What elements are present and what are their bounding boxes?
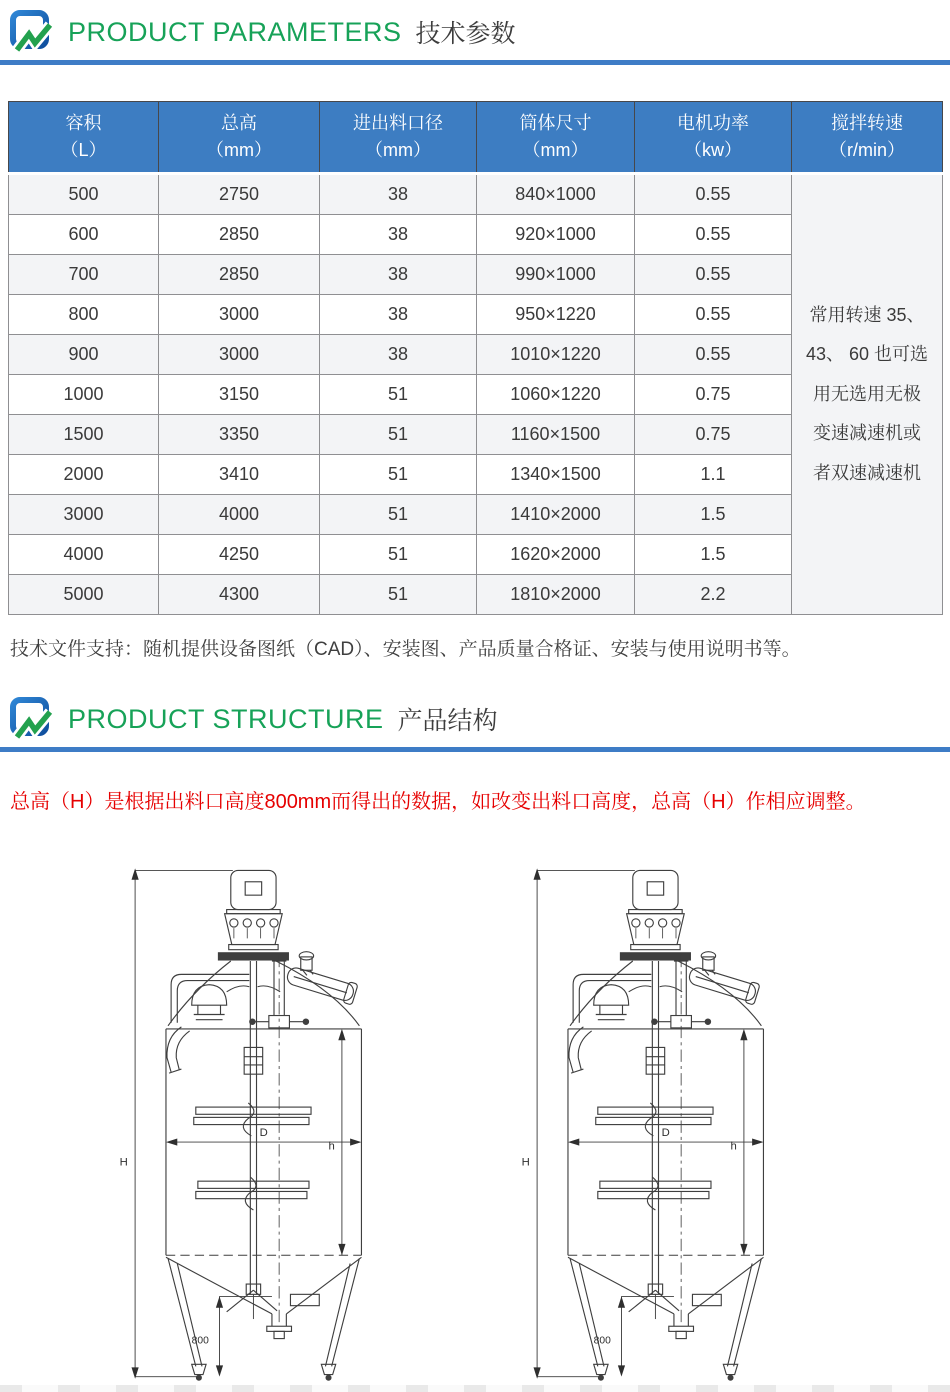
section-divider-bar: [0, 60, 950, 65]
height-adjustment-note: 总高（H）是根据出料口高度800mm而得出的数据，如改变出料口高度，总高（H）作相应调整。: [10, 791, 866, 813]
table-row: 500 2750 38 840×1000 0.55 常用转速 35、43、 60 也可选用无选用无极变速减速机或者双速减速机: [9, 174, 943, 215]
table-row: 1500 3350 51 1160×1500 0.75: [9, 415, 943, 455]
technical-docs-note: 技术文件支持：随机提供设备图纸（CAD）、安装图、产品质量合格证、安装与使用说明书等。: [10, 639, 801, 660]
table-row: 700 2850 38 990×1000 0.55: [9, 255, 943, 295]
table-row: 5000 4300 51 1810×2000 2.2: [9, 575, 943, 615]
table-row: 2000 3410 51 1340×1500 1.1: [9, 455, 943, 495]
spec-table: [8, 101, 943, 615]
section-header-parameters: [0, 0, 950, 60]
section-title-en: PRODUCT STRUCTURE: [68, 703, 384, 734]
table-row: 600 2850 38 920×1000 0.55: [9, 215, 943, 255]
table-row: 800 3000 38 950×1220 0.55: [9, 295, 943, 335]
section-title-en: PRODUCT PARAMETERS: [68, 16, 402, 47]
tank-diagram-right: [511, 854, 841, 1389]
section-divider-bar: [0, 747, 950, 752]
tank-diagram-left: [109, 854, 439, 1389]
next-section-edge: [0, 1385, 950, 1392]
structure-drawings: [0, 854, 950, 1389]
section-header-structure: [0, 687, 950, 747]
col-header-volume: 容积 （L）: [9, 102, 159, 174]
brand-logo-icon: [8, 9, 54, 55]
col-header-motor-power: 电机功率 （kw）: [635, 102, 792, 174]
table-row: 1000 3150 51 1060×1220 0.75: [9, 375, 943, 415]
col-header-port-diameter: 进出料口径 （mm）: [320, 102, 477, 174]
section-title-zh: 技术参数: [415, 20, 516, 48]
table-row: 4000 4250 51 1620×2000 1.5: [9, 535, 943, 575]
spec-table-header-row: [9, 102, 943, 174]
stir-speed-note-cell: 常用转速 35、43、 60 也可选用无选用无极变速减速机或者双速减速机: [792, 174, 943, 615]
section-title-zh: 产品结构: [397, 707, 498, 735]
table-row: 3000 4000 51 1410×2000 1.5: [9, 495, 943, 535]
brand-logo-icon: [8, 696, 54, 742]
col-header-total-height: 总高 （mm）: [159, 102, 320, 174]
table-row: 900 3000 38 1010×1220 0.55: [9, 335, 943, 375]
col-header-stir-speed: 搅拌转速 （r/min）: [792, 102, 943, 174]
col-header-shell-size: 筒体尺寸 （mm）: [477, 102, 635, 174]
